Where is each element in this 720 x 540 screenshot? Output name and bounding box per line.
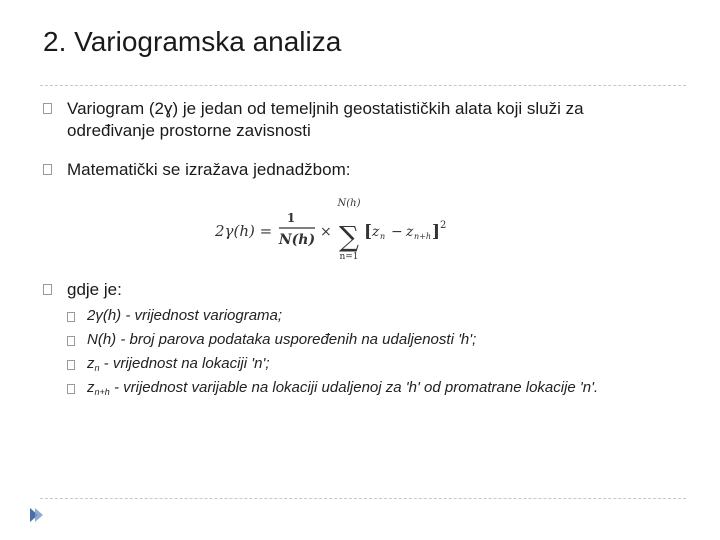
formula-bracket-close: ] <box>432 222 441 242</box>
zn-text: - vrijednost na lokaciji 'n'; <box>99 355 270 372</box>
formula-z2: z <box>406 224 414 240</box>
formula-numerator: 1 <box>286 211 296 225</box>
sub-bullet-zn <box>87 355 269 377</box>
formula-minus: − <box>391 224 403 240</box>
slide-nav-arrow-icon[interactable] <box>27 506 47 524</box>
sub-bullet-box-icon <box>67 312 75 322</box>
formula-z1: z <box>372 224 380 240</box>
variogram-formula <box>213 196 463 262</box>
bullet-equation-intro: Matematički se izražava jednadžbom: <box>67 160 351 179</box>
sub-bullet-znh <box>87 379 598 401</box>
zn-prefix: z <box>87 355 95 372</box>
bullet-box-icon <box>43 103 52 114</box>
bottom-divider <box>40 498 686 499</box>
top-divider <box>40 85 686 86</box>
formula-z1-sub: n <box>380 232 386 241</box>
zn-subscript: n <box>94 363 100 373</box>
sub-bullet-pairs: N(h) - broj parova podataka uspoređenih na udaljenosti 'h'; <box>87 331 477 348</box>
formula-exponent: 2 <box>440 220 447 231</box>
sub-bullet-box-icon <box>67 384 75 394</box>
sub-bullet-gamma: 2γ(h) - vrijednost variograma; <box>87 307 283 324</box>
sub-bullet-box-icon <box>67 360 75 370</box>
formula-sum-bottom: n=1 <box>339 252 359 262</box>
formula-denominator: N(h) <box>278 232 316 248</box>
bullet-where: gdje je: <box>67 280 122 299</box>
formula-z2-sub: n+h <box>414 232 432 241</box>
formula-sum-top: N(h) <box>337 198 361 209</box>
formula-bracket-open: [ <box>364 222 373 242</box>
sub-bullet-box-icon <box>67 336 75 346</box>
bullet-box-icon <box>43 284 52 295</box>
znh-subscript: n+h <box>94 387 110 397</box>
formula-times: × <box>320 224 332 240</box>
formula-sum-sign: ∑ <box>339 220 359 253</box>
bullet-box-icon <box>43 164 52 175</box>
znh-prefix: z <box>87 379 95 396</box>
bullet-variogram-line1: Variogram (2ɣ) je jedan od temeljnih geostatističkih alata koji služi za <box>67 99 584 118</box>
bullet-variogram-line2: određivanje prostorne zavisnosti <box>67 121 311 140</box>
slide-title: 2. Variogramska analiza <box>43 26 342 57</box>
znh-text: - vrijednost varijable na lokaciji udaljenoj za 'h' od promatrane lokacije 'n'. <box>109 379 599 396</box>
formula-lhs: 2γ(h) = <box>215 222 273 240</box>
